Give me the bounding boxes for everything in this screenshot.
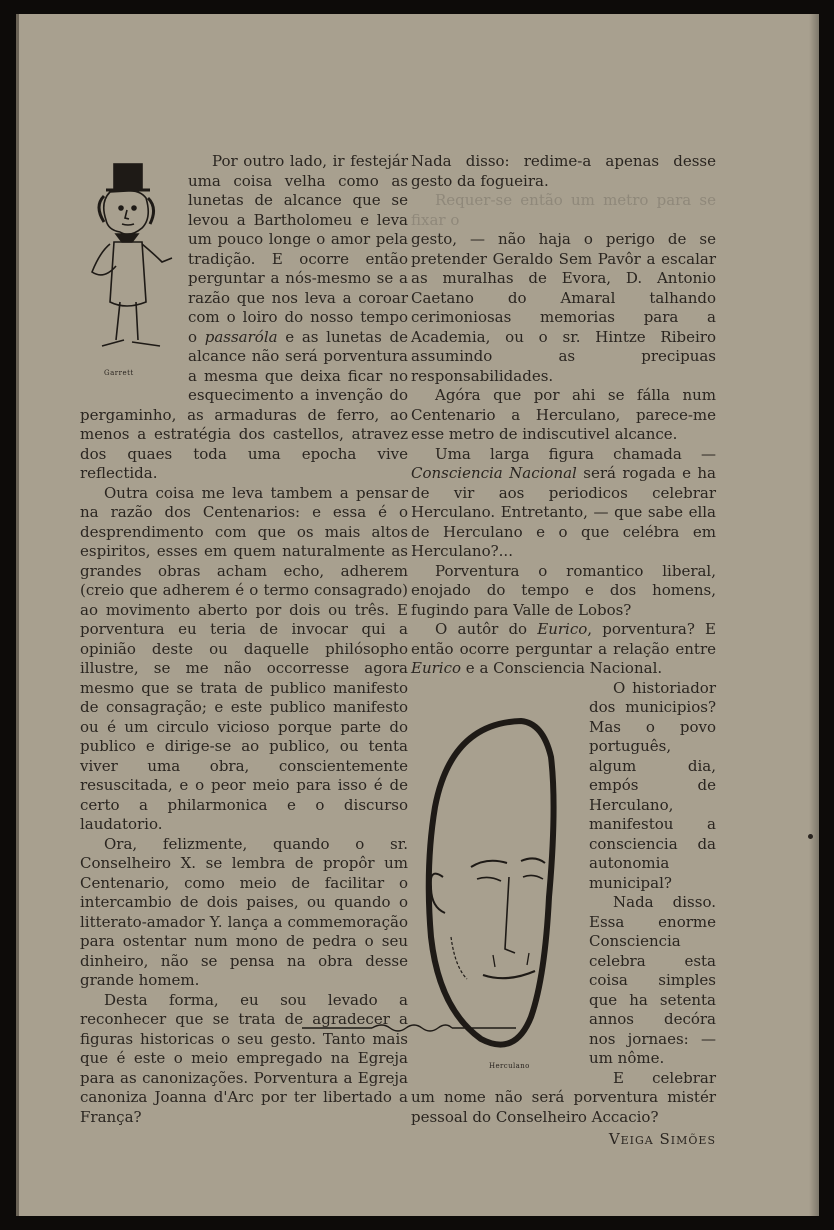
- paragraph: Por outro lado, ir festejár uma coisa velha como as lunetas de alcance que se levou a Bartholomeu e leva um pouco longe o amor pela tradição. E ocorre então perguntar a nós-mesmo se a razão que nos leva a coroar com o loiro do nosso tempo o passaróla e as lunetas de alcance não será porventura a mesma que deixa ficar no esquecimento a invenção do pergaminho, as armaduras de ferro, ao menos a estratégia dos castellos, atravez dos quaes toda uma epocha vive reflectida.: [80, 152, 408, 482]
- author-signature: Veiga Simões: [608, 1130, 716, 1148]
- garrett-figure: [80, 152, 184, 392]
- garrett-caption: Garrett: [104, 369, 134, 377]
- garrett-caricature-icon: [80, 162, 180, 362]
- left-column: [80, 152, 408, 1127]
- paragraph: Uma larga figura chamada — Consciencia Nacional será rogada e ha de vir aos periodicos celebrar Herculano. Entretanto, — que sabe ella de Herculano e o que celébra em Herculano?...: [411, 444, 716, 560]
- ornament-divider-icon: [302, 1022, 516, 1034]
- herculano-caricature-icon: [411, 717, 583, 1051]
- paragraph-faded: Requer-se então um metro para se fixar o: [411, 191, 716, 229]
- paragraph: Outra coisa me leva tambem a pensar na razão dos Centenarios: e essa é o desprendimento com que os mais altos espiritos, esses em quem naturalmente as grandes obras acham echo, adherem (creio que adherem é o termo consagrado) ao movimento aberto por dois ou três. E porventura eu teria de invocar qui a opinião deste ou daquelle philósopho illustre, se me não occorresse agora mesmo que se trata de publico manifesto de consagração; e este publico manifesto ou é um circulo vicioso porque parte do publico e dirige-se ao publico, ou tenta viver uma obra, conscientemente resuscitada, e o peor meio para isso é de certo a philarmonica e o discurso laudatorio.: [80, 483, 408, 833]
- herculano-caption: Herculano: [489, 1061, 530, 1070]
- paragraph: O autôr do Eurico, porventura? E então ocorre perguntar a relação entre Eurico e a Consciencia Nacional.: [411, 620, 716, 677]
- paragraph: Agóra que por ahi se fálla num Centenario a Herculano, parece-me esse metro de indiscutivel alcance.: [411, 386, 716, 443]
- paragraph: Nada disso. Essa enorme Consciencia celebra esta coisa simples que ha setenta annos decóra nos jornaes: — um nôme.: [589, 893, 716, 1067]
- binding-hole-dot: [808, 834, 813, 839]
- paragraph: E celebrar um nome não será porventura mistér pessoal do Conselheiro Accacio?: [411, 1068, 716, 1126]
- magazine-page: [16, 14, 819, 1216]
- paragraph: Porventura o romantico liberal, enojado do tempo e dos homens, fugindo para Valle de Lobos?: [411, 561, 716, 619]
- paragraph: gesto, — não haja o perigo de se pretender Geraldo Sem Pavôr a escalar as muralhas de Evora, D. Antonio Caetano do Amaral talhando cerimoniosas memorias para a Academia, ou o sr. Hintze Ribeiro assumindo as precipuas responsabilidades.: [411, 230, 716, 385]
- herculano-figure: [409, 679, 589, 1071]
- paragraph: O historiador dos municipios? Mas o povo português, algum dia, empós de Herculano, manifestou a consciencia da autonomia municipal?: [589, 678, 716, 892]
- paragraph: Nada disso: redime-a apenas desse gesto da fogueira.: [411, 152, 716, 190]
- paragraph: Desta forma, eu sou levado a reconhecer que se trata de agradecer a figuras historicas o seu gesto. Tanto mais que é este o meio empregado na Egreja para as canonizações. Porventura a Egreja canoniza Joanna d'Arc por ter libertado a França?: [80, 990, 408, 1126]
- paragraph: Ora, felizmente, quando o sr. Conselheiro X. se lembra de propôr um Centenario, como meio de facilitar o intercambio de dois paises, ou quando o litterato-amador Y. lança a commemoração para ostentar num mono de pedra o seu dinheiro, não se pensa na obra desse grande homem.: [80, 834, 408, 989]
- right-column: [411, 152, 716, 1150]
